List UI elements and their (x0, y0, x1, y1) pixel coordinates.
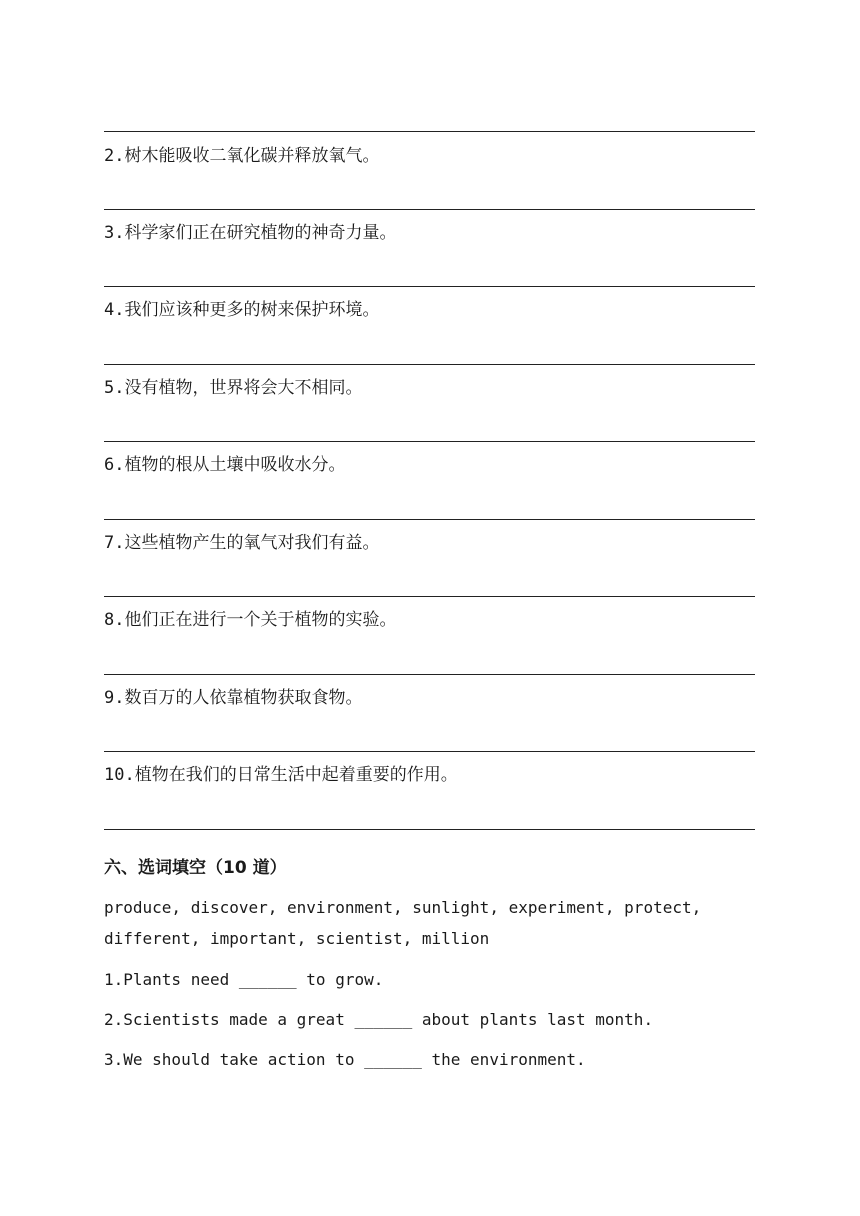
answer-line (104, 209, 755, 210)
answer-line (104, 131, 755, 132)
section-heading: 六、选词填空（10 道） (104, 858, 287, 878)
translation-item-3: 3.科学家们正在研究植物的神奇力量。 (104, 223, 397, 243)
translation-item-8: 8.他们正在进行一个关于植物的实验。 (104, 610, 397, 630)
answer-line (104, 674, 755, 675)
answer-line (104, 829, 755, 830)
answer-line (104, 364, 755, 365)
translation-item-9: 9.数百万的人依靠植物获取食物。 (104, 688, 363, 708)
translation-item-6: 6.植物的根从土壤中吸收水分。 (104, 455, 346, 475)
translation-item-5: 5.没有植物，世界将会大不相同。 (104, 378, 363, 398)
answer-line (104, 286, 755, 287)
fill-blank-question-3: 3.We should take action to ______ the environment. (104, 1050, 586, 1069)
word-bank: produce, discover, environment, sunlight, experiment, protect, different, important, scientist, million (104, 898, 702, 948)
answer-line (104, 441, 755, 442)
translation-item-2: 2.树木能吸收二氧化碳并释放氧气。 (104, 146, 380, 166)
fill-blank-question-1: 1.Plants need ______ to grow. (104, 970, 384, 989)
translation-item-7: 7.这些植物产生的氧气对我们有益。 (104, 533, 380, 553)
translation-item-10: 10.植物在我们的日常生活中起着重要的作用。 (104, 765, 458, 785)
answer-line (104, 596, 755, 597)
answer-line (104, 751, 755, 752)
translation-item-4: 4.我们应该种更多的树来保护环境。 (104, 300, 380, 320)
fill-blank-question-2: 2.Scientists made a great ______ about plants last month. (104, 1010, 654, 1029)
answer-line (104, 519, 755, 520)
